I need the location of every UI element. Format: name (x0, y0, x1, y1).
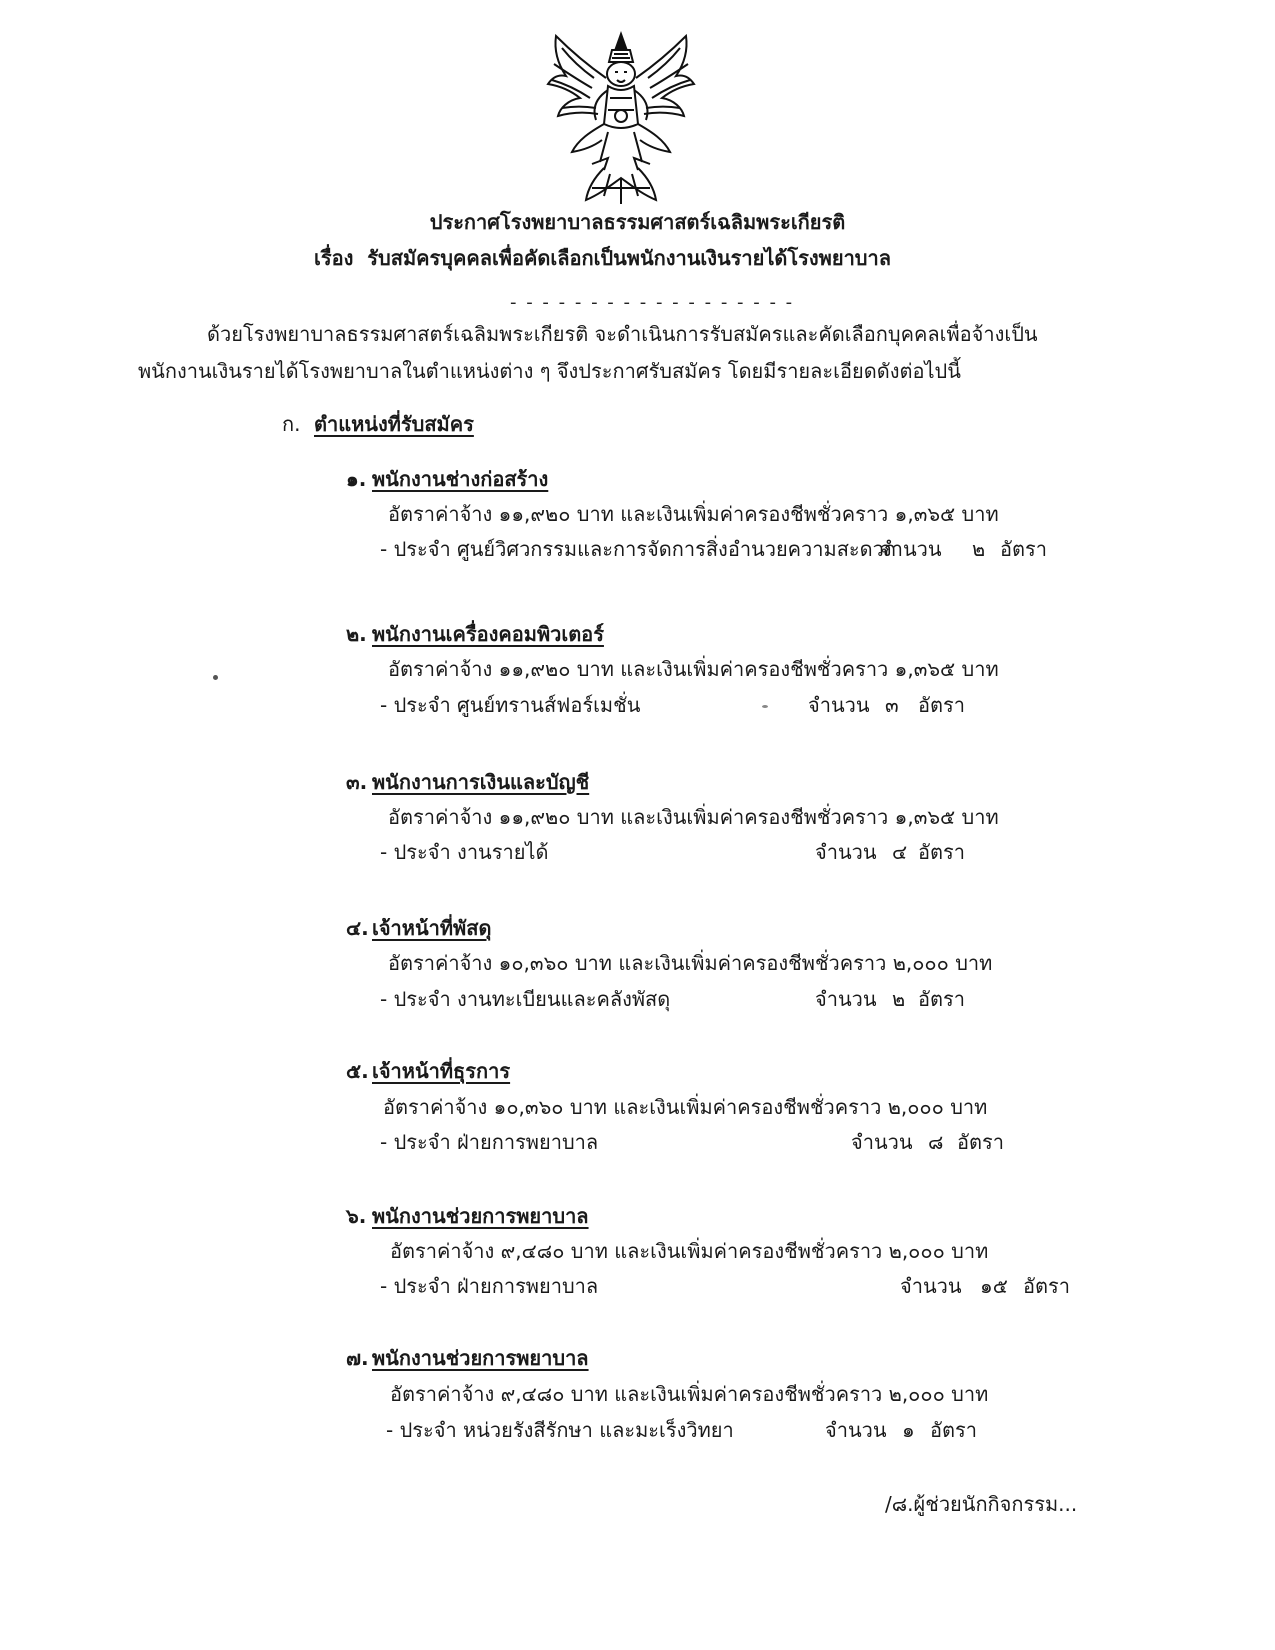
page-continuation: /๘.ผู้ช่วยนักกิจกรรม... (885, 1492, 1078, 1516)
intro-line-2: พนักงานเงินรายได้โรงพยาบาลในตำแหน่งต่าง ๆ จึงประกาศรับสมัคร โดยมีรายละเอียดดังต่อไปนี้ (138, 359, 961, 383)
intro-line-1: ด้วยโรงพยาบาลธรรมศาสตร์เฉลิมพระเกียรติ จะดำเนินการรับสมัครและคัดเลือกบุคคลเพื่อจ้างเป็น (207, 322, 1038, 346)
position-6-title: พนักงานช่วยการพยาบาล (372, 1204, 589, 1228)
position-2-count: ๓ (885, 693, 899, 717)
position-6-pay: อัตราค่าจ้าง ๙,๔๘๐ บาท และเงินเพิ่มค่าครองชีพชั่วคราว ๒,๐๐๐ บาท (390, 1239, 989, 1263)
position-2-unit: - ประจำ ศูนย์ทรานส์ฟอร์เมชั่น (380, 693, 641, 717)
garuda-emblem-icon (538, 28, 704, 208)
position-4-count-label: จำนวน (815, 987, 877, 1011)
position-7-pay: อัตราค่าจ้าง ๙,๔๘๐ บาท และเงินเพิ่มค่าครองชีพชั่วคราว ๒,๐๐๐ บาท (390, 1382, 989, 1406)
position-1-title: พนักงานช่างก่อสร้าง (372, 467, 549, 491)
position-7-count-label: จำนวน (825, 1418, 887, 1442)
position-5-pay: อัตราค่าจ้าง ๑๐,๓๖๐ บาท และเงินเพิ่มค่าครองชีพชั่วคราว ๒,๐๐๐ บาท (383, 1095, 988, 1119)
position-1-unit: - ประจำ ศูนย์วิศวกรรมและการจัดการสิ่งอำนวยความสะดวก (380, 537, 896, 561)
section-heading: ตำแหน่งที่รับสมัคร (314, 412, 474, 436)
section-marker: ก. (282, 412, 301, 436)
position-2-title: พนักงานเครื่องคอมพิวเตอร์ (372, 622, 604, 646)
subject-label: เรื่อง (314, 246, 354, 270)
position-7-title: พนักงานช่วยการพยาบาล (372, 1346, 589, 1370)
position-1-count-unit: อัตรา (1000, 537, 1047, 561)
position-6-count-unit: อัตรา (1023, 1274, 1070, 1298)
subject-text: รับสมัครบุคคลเพื่อคัดเลือกเป็นพนักงานเงินรายได้โรงพยาบาล (367, 246, 891, 270)
position-7-count-unit: อัตรา (930, 1418, 977, 1442)
position-4-pay: อัตราค่าจ้าง ๑๐,๓๖๐ บาท และเงินเพิ่มค่าครองชีพชั่วคราว ๒,๐๐๐ บาท (388, 951, 993, 975)
scan-speck (762, 705, 768, 708)
position-5-title: เจ้าหน้าที่ธุรการ (372, 1059, 511, 1083)
position-6-count-label: จำนวน (900, 1274, 962, 1298)
document-title: ประกาศโรงพยาบาลธรรมศาสตร์เฉลิมพระเกียรติ (429, 210, 846, 234)
position-6-number: ๖. (346, 1204, 367, 1228)
position-4-count: ๒ (892, 987, 906, 1011)
position-7-unit: - ประจำ หน่วยรังสีรักษา และมะเร็งวิทยา (386, 1418, 734, 1442)
position-7-number: ๗. (346, 1346, 369, 1370)
position-6-unit: - ประจำ ฝ่ายการพยาบาล (380, 1274, 599, 1298)
position-2-count-unit: อัตรา (918, 693, 965, 717)
position-3-count-label: จำนวน (815, 840, 877, 864)
subject-line (314, 242, 891, 274)
position-1-pay: อัตราค่าจ้าง ๑๑,๙๒๐ บาท และเงินเพิ่มค่าครองชีพชั่วคราว ๑,๓๖๕ บาท (388, 502, 999, 526)
position-3-title: พนักงานการเงินและบัญชี (372, 770, 590, 794)
position-5-count-unit: อัตรา (957, 1130, 1004, 1154)
separator-line: - - - - - - - - - - - - - - - - - - (510, 292, 795, 313)
position-5-count: ๘ (928, 1130, 944, 1154)
position-1-count: ๒ (972, 537, 986, 561)
position-6-count: ๑๕ (980, 1274, 1008, 1298)
position-3-count: ๔ (892, 840, 908, 864)
position-4-unit: - ประจำ งานทะเบียนและคลังพัสดุ (380, 987, 671, 1011)
position-3-count-unit: อัตรา (918, 840, 965, 864)
position-2-number: ๒. (346, 622, 367, 646)
position-2-count-label: จำนวน (808, 693, 870, 717)
position-1-count-label: จำนวน (880, 537, 942, 561)
position-3-pay: อัตราค่าจ้าง ๑๑,๙๒๐ บาท และเงินเพิ่มค่าครองชีพชั่วคราว ๑,๓๖๕ บาท (388, 805, 999, 829)
scan-speck (213, 675, 218, 680)
position-1-number: ๑. (346, 467, 367, 491)
position-3-number: ๓. (346, 770, 368, 794)
position-4-number: ๔. (346, 916, 369, 940)
position-4-title: เจ้าหน้าที่พัสดุ (372, 916, 492, 940)
position-5-count-label: จำนวน (851, 1130, 913, 1154)
position-4-count-unit: อัตรา (918, 987, 965, 1011)
position-5-number: ๕. (346, 1059, 369, 1083)
position-2-pay: อัตราค่าจ้าง ๑๑,๙๒๐ บาท และเงินเพิ่มค่าครองชีพชั่วคราว ๑,๓๖๕ บาท (388, 657, 999, 681)
position-5-unit: - ประจำ ฝ่ายการพยาบาล (380, 1130, 599, 1154)
position-7-count: ๑ (902, 1418, 915, 1442)
position-3-unit: - ประจำ งานรายได้ (380, 840, 549, 864)
